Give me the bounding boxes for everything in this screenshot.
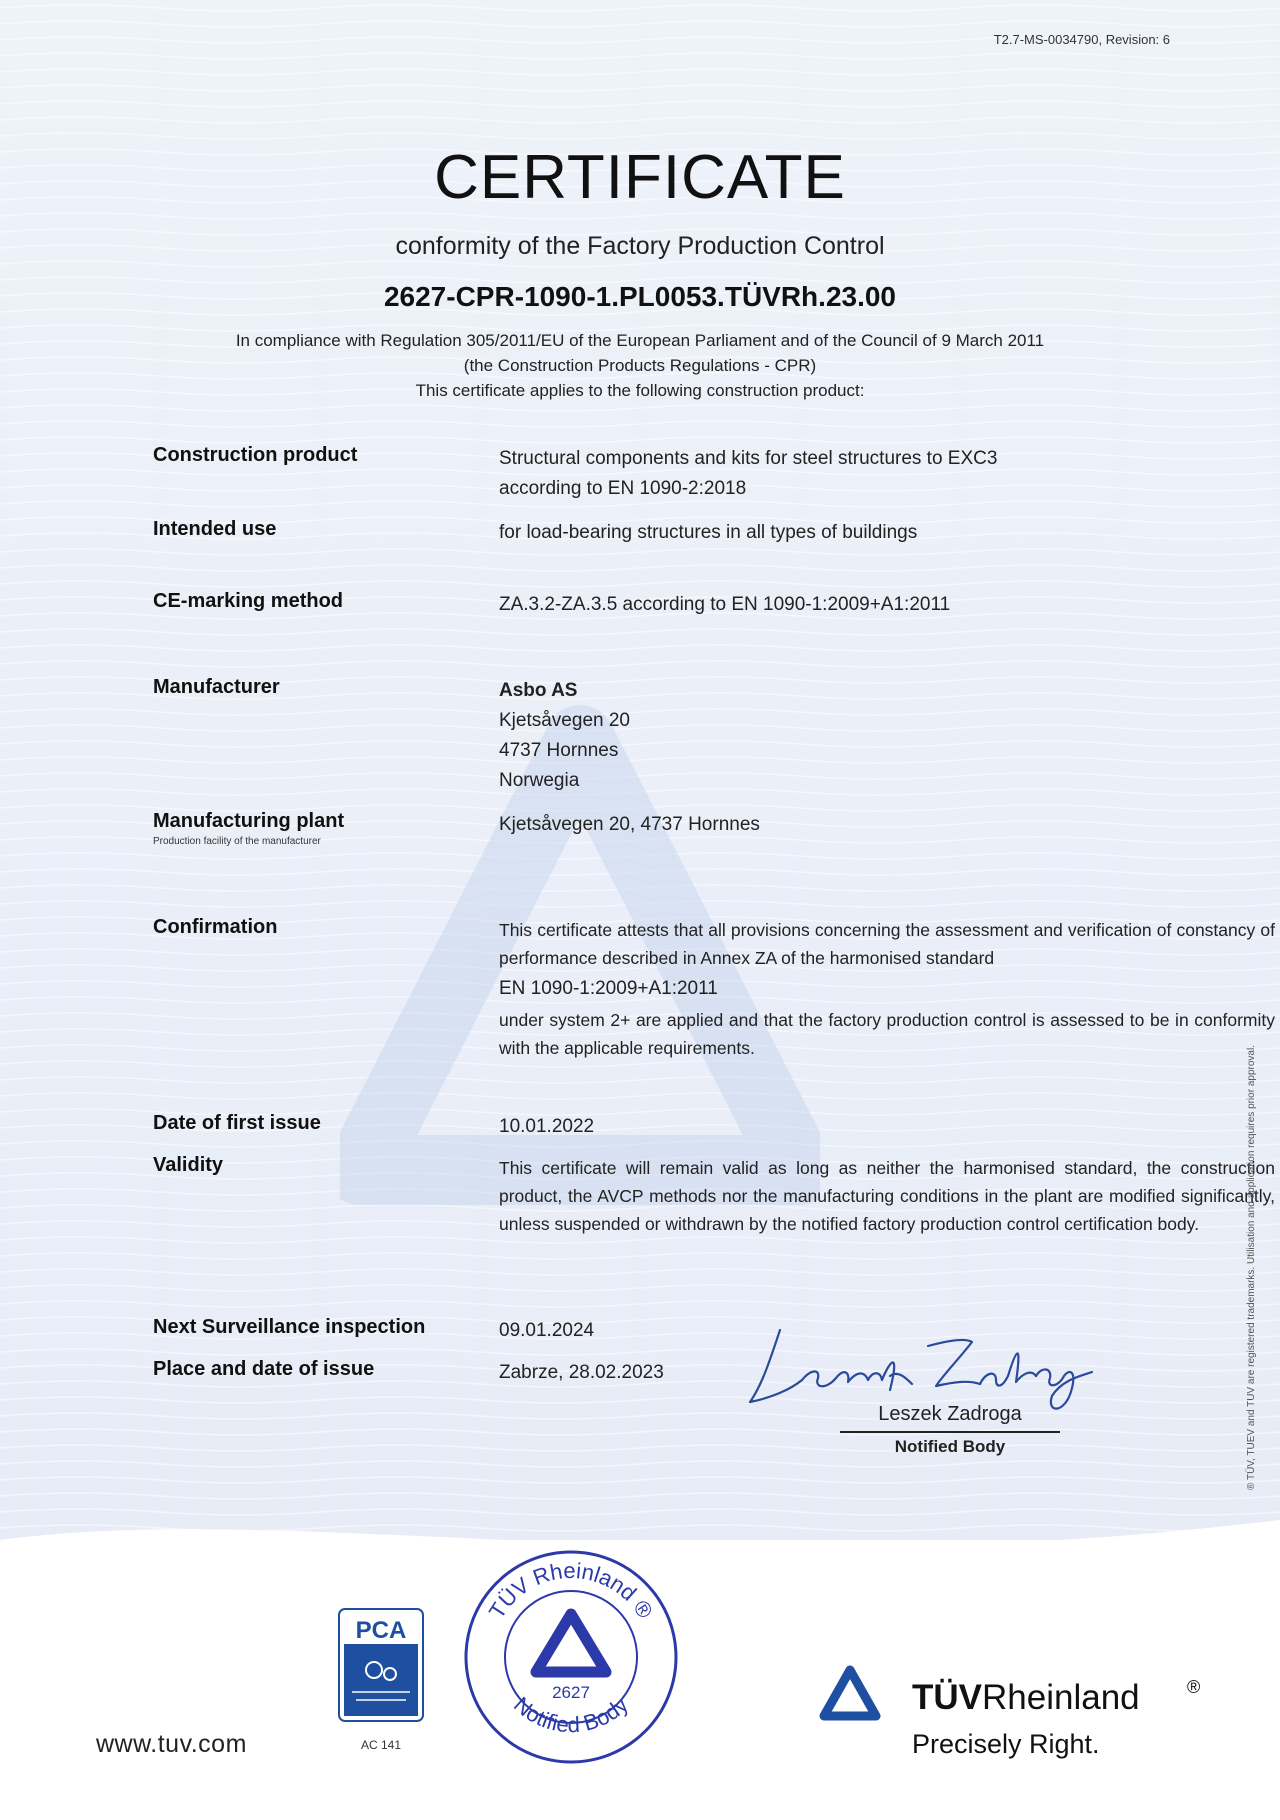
value-first-issue: 10.01.2022: [499, 1116, 595, 1137]
confirmation-standard: EN 1090-1:2009+A1:2011: [499, 978, 718, 999]
svg-text:2627: 2627: [552, 1683, 590, 1702]
compliance-line: This certificate applies to the following construction product:: [415, 381, 865, 400]
trademark-notice: ® TÜV, TUEV and TUV are registered trademarks. Utilisation and application requires prior approval.: [1246, 1045, 1257, 1490]
compliance-line: (the Construction Products Regulations - CPR): [463, 356, 817, 375]
confirmation-text: This certificate attests that all provisions concerning the assessment and verification of constancy of performance described in Annex ZA of the harmonised standard: [499, 920, 1275, 968]
pca-accreditation-code: AC 141: [360, 1738, 402, 1752]
certificate-number: 2627-CPR-1090-1.PL0053.TÜVRh.23.00: [383, 281, 897, 312]
website-link[interactable]: www.tuv.com: [96, 1730, 247, 1758]
label-validity: Validity: [153, 1154, 224, 1176]
value-confirmation: [499, 916, 1275, 1062]
notified-body-seal: [462, 1548, 680, 1766]
manufacturer-name: Asbo AS: [499, 680, 578, 701]
label-first-issue: Date of first issue: [153, 1112, 321, 1134]
value-manufacturing-plant: Kjetsåvegen 20, 4737 Hornnes: [499, 814, 760, 835]
tuv-registered-mark: ®: [1187, 1677, 1201, 1697]
label-intended-use: Intended use: [153, 518, 277, 540]
signer-name: Leszek Zadroga: [878, 1403, 1022, 1425]
svg-text:TÜV Rheinland ®: TÜV Rheinland ®: [483, 1557, 659, 1623]
tuv-triangle-logo-icon: [818, 1664, 882, 1722]
signature-line: [840, 1431, 1060, 1433]
tuv-brand-name: TÜVRheinland: [912, 1678, 1140, 1717]
certificate-title: CERTIFICATE: [434, 143, 846, 212]
manufacturer-address-line: Norwegia: [499, 770, 580, 791]
label-manufacturing-plant: Manufacturing plant: [153, 810, 345, 832]
manufacturer-address-line: 4737 Hornnes: [499, 740, 619, 761]
value-next-inspection: 09.01.2024: [499, 1320, 595, 1341]
label-construction-product: Construction product: [153, 444, 358, 466]
value-manufacturer: [499, 676, 1275, 796]
value-validity: This certificate will remain valid as long as neither the harmonised standard, the construction product, the AVCP methods nor the manufacturing conditions in the plant are modified significantly, unless suspended or withdrawn by the notified factory production control certification body.: [499, 1158, 1275, 1234]
label-manufacturer: Manufacturer: [153, 676, 280, 698]
value-intended-use: for load-bearing structures in all types of buildings: [499, 522, 918, 543]
pca-accreditation-logo: [338, 1608, 424, 1722]
compliance-statement: [0, 328, 1280, 403]
label-place-date: Place and date of issue: [153, 1358, 375, 1380]
manufacturer-address-line: Kjetsåvegen 20: [499, 710, 630, 731]
label-ce-marking: CE-marking method: [153, 590, 344, 612]
compliance-line: In compliance with Regulation 305/2011/EU of the European Parliament and of the Council of 9 March 2011: [235, 331, 1045, 350]
sublabel-manufacturing-plant: Production facility of the manufacturer: [153, 836, 321, 847]
value-place-date: Zabrze, 28.02.2023: [499, 1362, 664, 1383]
svg-text:Notified Body: Notified Body: [509, 1691, 633, 1738]
signer-role: Notified Body: [894, 1437, 1006, 1456]
certificate-subtitle: conformity of the Factory Production Control: [395, 232, 885, 260]
value-ce-marking: ZA.3.2-ZA.3.5 according to EN 1090-1:2009+A1:2011: [499, 594, 951, 615]
document-reference: T2.7-MS-0034790, Revision: 6: [993, 32, 1170, 47]
confirmation-text: under system 2+ are applied and that the factory production control is assessed to be in conformity with the applicable requirements.: [499, 1010, 1275, 1058]
label-next-inspection: Next Surveillance inspection: [153, 1316, 426, 1338]
label-confirmation: Confirmation: [153, 916, 278, 938]
value-construction-product: Structural components and kits for steel structures to EXC3 according to EN 1090-2:2018: [499, 448, 998, 499]
tuv-tagline: Precisely Right.: [912, 1729, 1100, 1759]
svg-text:PCA: PCA: [355, 1617, 407, 1644]
